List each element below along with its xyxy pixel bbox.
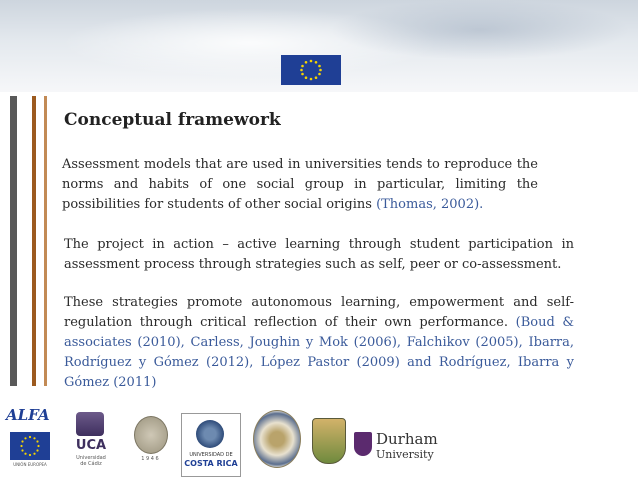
ucr-logo (181, 413, 241, 477)
seal-icon (134, 416, 168, 454)
shield-icon (312, 418, 346, 464)
partner-logos-strip (0, 398, 638, 479)
paragraph-text: Assessment models that are used in universities tends to reproduce the norms and habits of one social group in particular, limiting the possibilities for students of other social origins (62, 157, 538, 212)
uca-subtitle (66, 455, 116, 467)
ucr-line2: COSTA RICA (184, 459, 238, 468)
durham-crest-icon (354, 432, 372, 456)
alfa-caption: UNIÓN EUROPEA (13, 462, 47, 467)
uca-emblem-icon (76, 412, 104, 436)
uca-sub-line1: Universidad (76, 455, 106, 461)
header-banner (0, 0, 638, 92)
durham-logo (354, 430, 438, 470)
alfa-logo-word: ALFA (6, 406, 50, 424)
uca-sub-line2: de Cádiz (80, 461, 102, 467)
paragraph-assessment-models (62, 155, 538, 215)
ucr-seal-icon (196, 420, 224, 448)
durham-subtitle: University (376, 448, 434, 461)
paragraph-text: The project in action – active learning through student participation in assessment process through strategies such as self, peer or co-assessment. (64, 237, 574, 272)
durham-name: Durham (376, 430, 438, 448)
decorative-bar-grey (10, 96, 17, 386)
paragraph-text: These strategies promote autonomous learning, empowerment and self-regulation through critical reflection of their own performance. (64, 295, 574, 330)
university-seal-logo (251, 406, 301, 472)
citation: (Thomas, 2002). (376, 197, 484, 212)
eu-flag-icon (281, 55, 341, 85)
university-shield-logo (308, 418, 348, 466)
seal-year: 1 9 4 6 (141, 456, 159, 462)
decorative-bar-brown (32, 96, 36, 386)
uca-logo (66, 412, 116, 472)
decorative-bar-light-brown (44, 96, 47, 386)
seal-icon (253, 410, 301, 468)
alfa-logo (6, 406, 54, 472)
citation: (Boud & associates (2010), Carless, Joughin y Mok (2006), Falchikov (2005), Ibarra, Rodríguez y Gómez (2012), López Pastor (2009) and Rodríguez, Ibarra y Gómez (2011) (64, 315, 574, 390)
uca-name: UCA (75, 438, 107, 453)
banner-shadow (330, 0, 630, 60)
slide-title: Conceptual framework (64, 110, 281, 130)
ucr-line1: UNIVERSIDAD DE (189, 452, 233, 458)
eu-flag-icon (10, 432, 50, 460)
paragraph-strategies (64, 293, 574, 393)
paragraph-project-in-action (64, 235, 574, 275)
university-seal-logo (128, 416, 172, 466)
